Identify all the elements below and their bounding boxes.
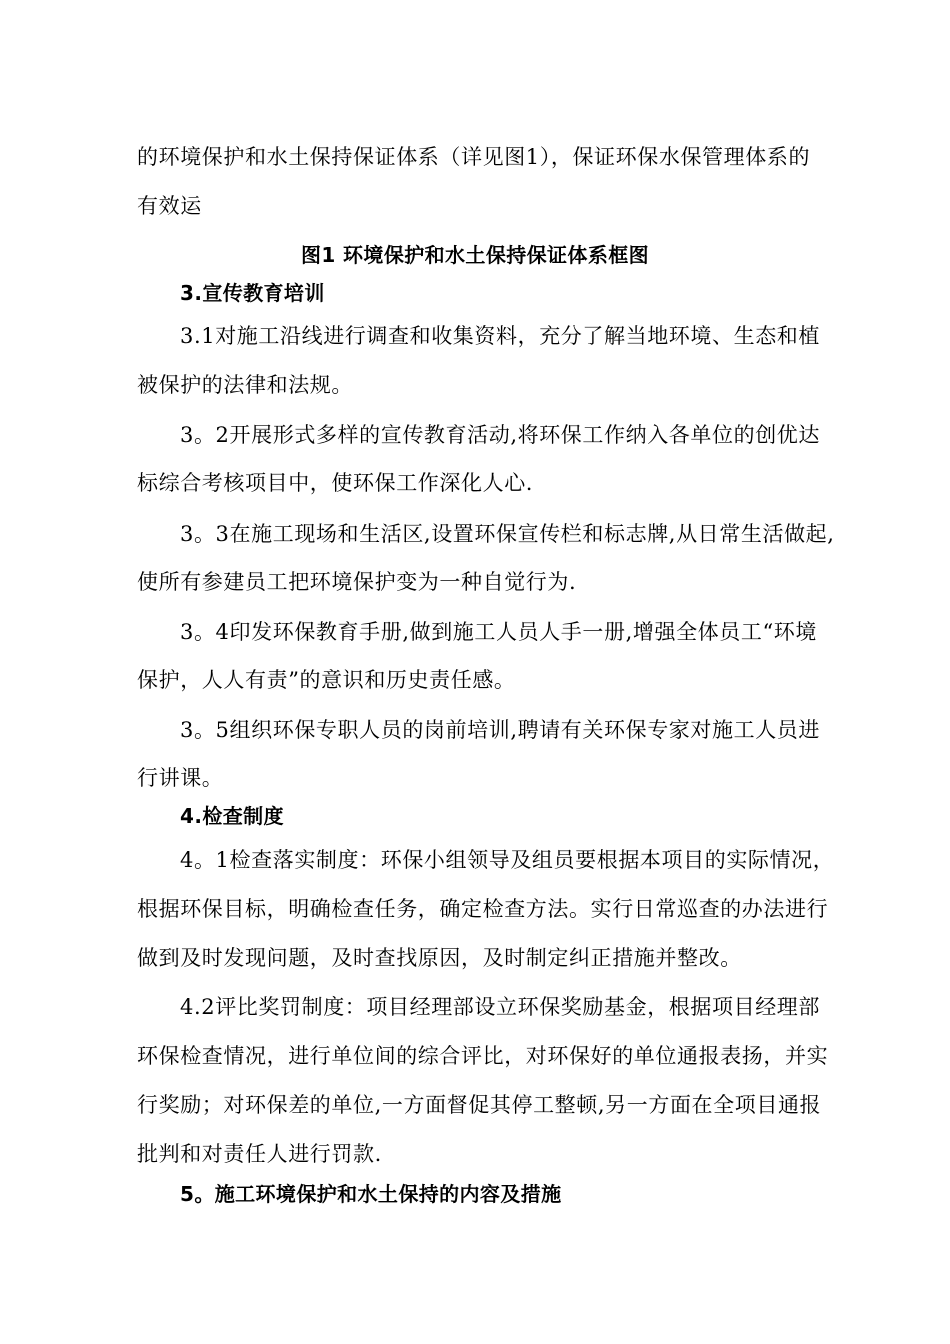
section-3-1-line-2: 被保护的法律和法规。: [137, 373, 353, 397]
section-4-2-line-2: 环保检查情况，进行单位间的综合评比，对环保好的单位通报表扬，并实: [137, 1044, 829, 1068]
section-3-4-line-1: 3。4印发环保教育手册,做到施工人员人手一册,增强全体员工“环境: [180, 620, 818, 644]
intro-line-1: 的环境保护和水土保持保证体系（详见图1），保证环保水保管理体系的: [137, 145, 811, 169]
section-3-1-line-1: 3.1对施工沿线进行调查和收集资料，充分了解当地环境、生态和植: [180, 324, 820, 348]
section-3-4-line-2: 保护，人人有责”的意识和历史责任感。: [137, 668, 516, 692]
section-4-2-line-1: 4.2评比奖罚制度：项目经理部设立环保奖励基金，根据项目经理部: [180, 995, 820, 1019]
section-3-3-line-1: 3。3在施工现场和生活区,设置环保宣传栏和标志牌,从日常生活做起,: [180, 522, 835, 546]
intro-line-2: 有效运: [137, 194, 202, 218]
section-3-2-line-1: 3。2开展形式多样的宣传教育活动,将环保工作纳入各单位的创优达: [180, 423, 820, 447]
section-4-1-line-2: 根据环保目标，明确检查任务，确定检查方法。实行日常巡查的办法进行: [137, 897, 829, 921]
section-3-5-line-1: 3。5组织环保专职人员的岗前培训,聘请有关环保专家对施工人员进: [180, 718, 820, 742]
section-5-heading: 5。施工环境保护和水土保持的内容及措施: [180, 1182, 562, 1206]
section-3-heading: 3.宣传教育培训: [180, 281, 325, 305]
section-4-2-line-3: 行奖励；对环保差的单位,一方面督促其停工整顿,另一方面在全项目通报: [137, 1093, 822, 1117]
section-4-2-line-4: 批判和对责任人进行罚款.: [137, 1142, 382, 1166]
section-4-1-line-3: 做到及时发现问题，及时查找原因，及时制定纠正措施并整改。: [137, 946, 742, 970]
figure-caption: 图1 环境保护和水土保持保证体系框图: [300, 243, 650, 267]
section-3-2-line-2: 标综合考核项目中，使环保工作深化人心.: [137, 471, 534, 495]
section-3-5-line-2: 行讲课。: [137, 766, 224, 790]
section-4-heading: 4.检查制度: [180, 804, 284, 828]
section-4-1-line-1: 4。1检查落实制度：环保小组领导及组员要根据本项目的实际情况，: [180, 848, 835, 872]
section-3-3-line-2: 使所有参建员工把环境保护变为一种自觉行为.: [137, 570, 577, 594]
